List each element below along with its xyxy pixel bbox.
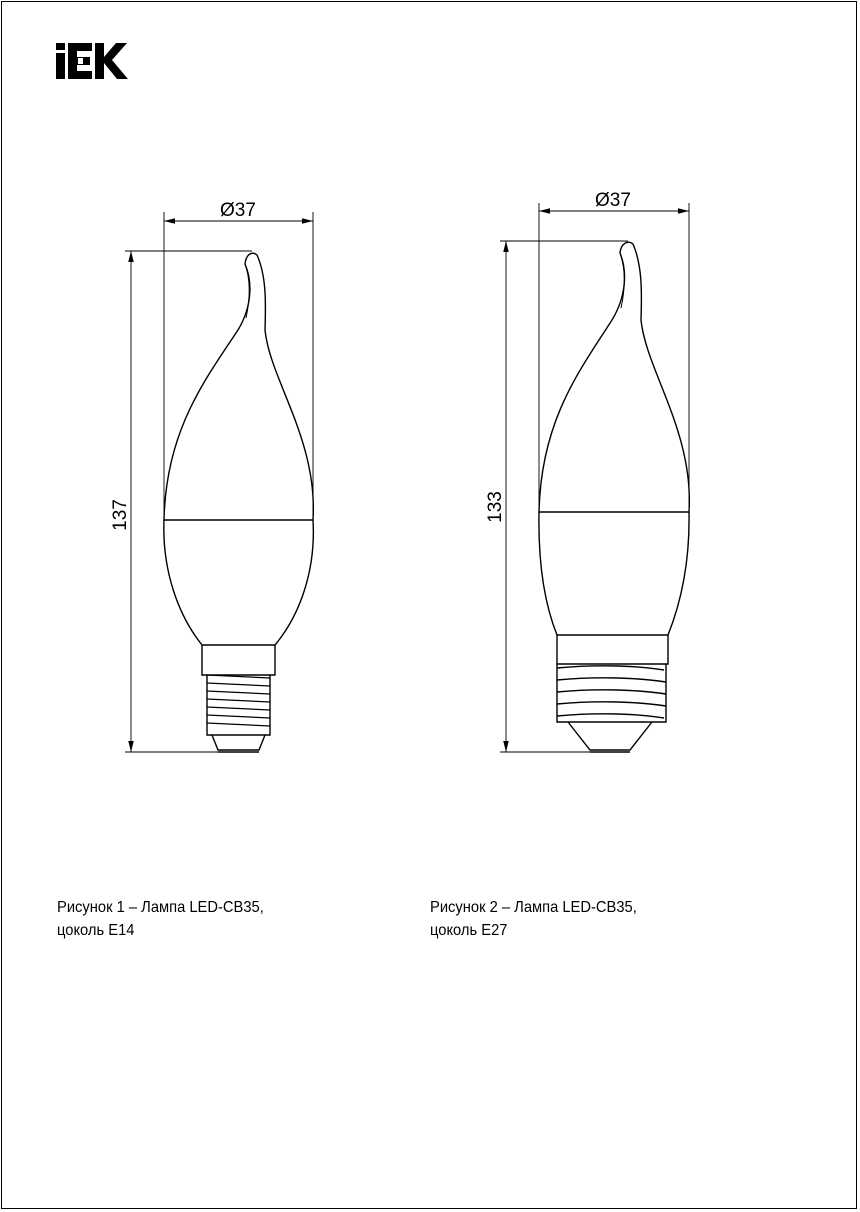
figure-2-caption-line-2: цоколь E27: [430, 922, 508, 939]
figure-1-e14-lamp: [125, 212, 313, 752]
diameter-label-2: Ø37: [595, 190, 631, 211]
diameter-label-1: Ø37: [220, 200, 256, 221]
figure-1-caption-line-1: Рисунок 1 – Лампа LED-CB35,: [57, 899, 264, 916]
figure-1-caption-line-2: цоколь E14: [57, 922, 135, 939]
height-label-1: 137: [110, 499, 131, 531]
figure-1-caption: [57, 896, 264, 942]
figure-2-caption: [430, 896, 637, 942]
height-label-2: 133: [485, 491, 506, 523]
figure-2-e27-lamp: [500, 203, 689, 752]
figure-2-caption-line-1: Рисунок 2 – Лампа LED-CB35,: [430, 899, 637, 916]
